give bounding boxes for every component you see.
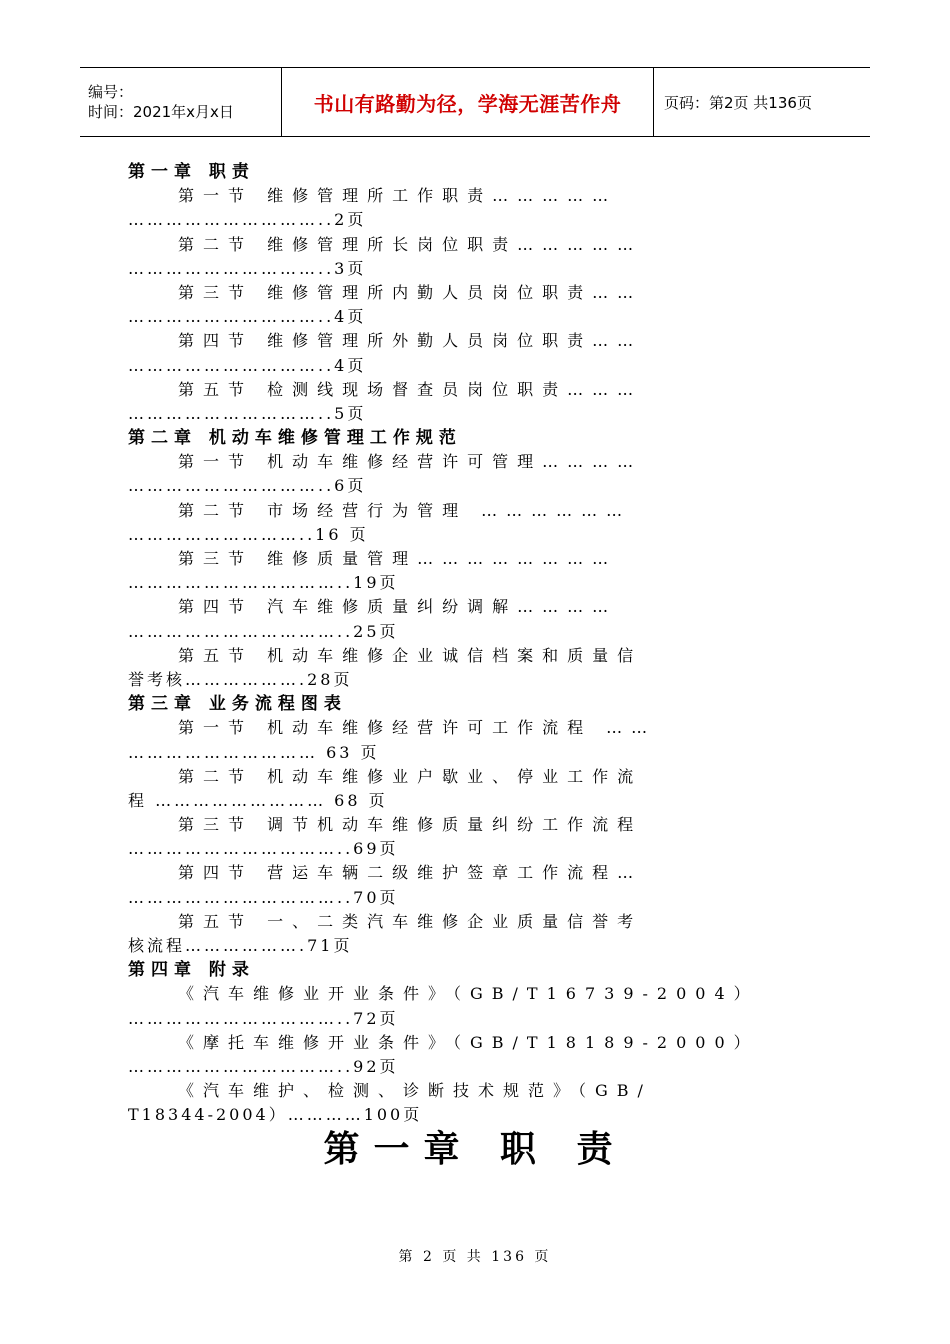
toc-entry-continuation: ……………………………..72页 [128,1008,399,1028]
toc-entry-continuation: …………………………..4页 [128,307,367,327]
toc-entry: 《汽车维护、检测、诊断技术规范》（GB/ [178,1081,652,1101]
toc-entry: 第二节 机动车维修业户歇业、停业工作流 [178,766,643,786]
toc-entry: 第一节 维修管理所工作职责…………… [178,186,618,206]
toc-entry-continuation: ………………………… 63 页 [128,742,380,762]
toc-entry: 第五节 一、二类汽车维修企业质量信誉考 [178,911,643,931]
toc-entry-continuation: 程 ……………………… 68 页 [128,790,388,810]
page-header [80,67,870,137]
toc-entry: 第五节 机动车维修企业诚信档案和质量信 [178,645,643,665]
toc-entry: 第一节 机动车维修经营许可管理………… [178,452,643,472]
toc-entry: 第一节 机动车维修经营许可工作流程 …… [178,718,657,738]
table-of-contents [128,160,822,1128]
header-motto: 书山有路勤为径，学海无涯苦作舟 [282,68,654,136]
toc-entry-continuation: ……………………………..92页 [128,1056,399,1076]
chapter-title: 第一章 职 责 [323,1128,627,1170]
toc-entry-continuation: …………………………..5页 [128,403,367,423]
toc-entry-continuation: ………………………..16 页 [128,524,369,544]
header-page-number: 页码：第2页 共136页 [664,93,812,112]
toc-entry: 第二节 市场经营行为管理 ……………… [178,500,632,520]
toc-entry-continuation: 誉考核……………….28页 [128,669,353,689]
toc-entry: 《汽车维修业开业条件》（GB/T16739-2004） [178,984,759,1004]
toc-entry-continuation: ……………………………..19页 [128,573,399,593]
toc-entry: 第二节 维修管理所长岗位职责…………… [178,234,643,254]
toc-entry: 《摩托车维修开业条件》（GB/T18189-2000） [178,1032,759,1052]
toc-entry: 第四节 维修管理所外勤人员岗位职责…… [178,331,643,351]
toc-entry-continuation: T18344-2004）…………100页 [128,1105,423,1125]
toc-entry-continuation: …………………………..2页 [128,210,367,230]
toc-entry: 第五节 检测线现场督查员岗位职责……… [178,379,643,399]
toc-entry-continuation: ……………………………..69页 [128,839,399,859]
toc-chapter-heading: 第一章 职责 [128,162,255,182]
toc-entry: 第三节 维修质量管理…………………… [178,549,618,568]
toc-entry: 第三节 维修管理所内勤人员岗位职责…… [178,282,643,302]
header-meta [80,68,282,136]
toc-entry-continuation: …………………………..4页 [128,355,367,375]
toc-entry: 第四节 汽车维修质量纠纷调解………… [178,597,618,617]
document-number-label: 编号： [88,83,134,101]
document-date: 时间：2021年x月x日 [88,103,234,121]
page-footer: 第 2 页 共 136 页 [398,1249,552,1265]
toc-entry-continuation: ……………………………..25页 [128,621,399,641]
toc-chapter-heading: 第二章 机动车维修管理工作规范 [128,428,462,449]
toc-entry-continuation: 核流程……………….71页 [128,936,353,955]
toc-entry: 第三节 调节机动车维修质量纠纷工作流程 [178,815,643,835]
toc-entry: 第四节 营运车辆二级维护签章工作流程… [178,863,643,883]
toc-entry-continuation: …………………………..3页 [128,258,367,278]
toc-chapter-heading: 第四章 附录 [128,960,255,981]
toc-entry-continuation: ……………………………..70页 [128,887,399,907]
toc-chapter-heading: 第三章 业务流程图表 [128,694,347,715]
toc-entry-continuation: …………………………..6页 [128,476,367,496]
